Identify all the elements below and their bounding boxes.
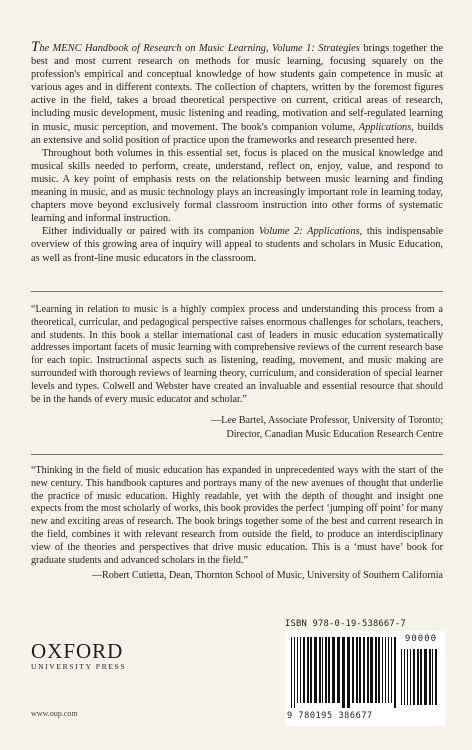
barcode-bar <box>417 649 419 705</box>
barcode-bar <box>378 637 380 703</box>
endorsement-text: “Thinking in the field of music education has expanded in unprecedented ways with the start of the new century. This handbook captures and portrays many of the new avenues of thought that underlie the practice of music education. Highly readable, yet with the depth of thought and insight one expects from the most scholarly of works, this book provides the perfect ‘jumping off point’ for many new and exciting areas of research. The book brings together some of the best and current research in the field, combines it with relevant research from outside the field, to produce an interdisciplinary view of the theories and perspectives that drive music education. This is a ‘must have’ book for graduate students and advanced scholars in the field.” <box>31 465 443 566</box>
barcode-bar <box>294 637 295 708</box>
barcode-bar <box>420 649 422 705</box>
barcode-bar <box>404 649 405 705</box>
barcode-bar <box>337 637 340 703</box>
book-description <box>31 39 444 265</box>
barcode-bar <box>432 649 433 705</box>
barcode-bar <box>297 637 298 703</box>
barcode <box>285 631 445 726</box>
description-paragraph-2: Throughout both volumes in this essential set, focus is placed on the musical knowledge and musical skills needed to perform, create, understand, reflect on, enjoy, value, and respond to music. A key point of emphasis rests on the relationship between music learning and finding meaning in music, and as music technology plays an increasingly important role in learning today, chapters move beyond exclusively formal classroom instruction into other forms of systematic learning and informal instruction. <box>31 147 443 225</box>
barcode-bar <box>325 637 327 703</box>
description-paragraph-1 <box>31 39 444 147</box>
barcode-bar <box>314 637 317 703</box>
barcode-bar <box>385 637 386 703</box>
barcode-bar <box>352 637 354 703</box>
barcode-bar <box>307 637 309 703</box>
barcode-bar <box>303 637 305 703</box>
description-text: , builds an extensive and solid position of practice upon the frameworks and research presented here. <box>31 121 443 146</box>
barcode-bar <box>429 649 431 705</box>
endorsement-cutietta <box>31 465 443 582</box>
price-code: 90000 <box>404 634 437 644</box>
barcode-bar <box>291 637 292 708</box>
barcode-bar <box>375 637 377 703</box>
divider <box>31 291 443 292</box>
description-text: , this indispensable overview of this growing area of inquiry will appeal to students and scholars in Music Education, as well as front-line music educators in the classroom. <box>31 226 444 264</box>
endorsement-attribution: —Robert Cutietta, Dean, Thornton School of Music, University of Southern California <box>91 570 443 582</box>
ean-digits: 9 780195 386677 <box>287 711 373 721</box>
oxford-logo: OXFORD <box>31 639 124 663</box>
barcode-bar <box>424 649 427 705</box>
barcode-bar <box>328 637 330 703</box>
barcode-bar <box>310 637 312 703</box>
barcode-bar <box>300 637 301 703</box>
companion-title: Applications <box>358 121 412 133</box>
description-paragraph-3 <box>31 225 443 264</box>
book-title: he MENC Handbook of Research on Music Learning, Volume 1: Strategies <box>39 43 360 54</box>
barcode-bar <box>356 637 358 703</box>
barcode-bar <box>367 637 369 703</box>
endorsement-attribution: Director, Canadian Music Education Research Centre <box>226 429 443 441</box>
divider <box>31 454 443 455</box>
supplement-barcode-bars <box>401 649 439 709</box>
publisher-subtitle: UNIVERSITY PRESS <box>31 662 127 671</box>
barcode-bar <box>322 637 323 703</box>
companion-volume-title: Volume 2: Applications <box>258 226 360 238</box>
drop-cap: T <box>31 39 40 55</box>
barcode-bar <box>342 637 345 708</box>
description-text: brings together the best and most current research on methods for music learning, focusing squarely on the profession's empirical and conceptual knowledge of how students gain competence in music at various ages and in different contexts. The collection of chapters, written by the foremost figures active in the field, takes a broad theoretical perspective on current, critical areas of research, including music development, music listening and reading, motivation and self-regulated learning in music, music perception, and movement. The book's companion volume, <box>31 43 444 133</box>
barcode-bar <box>413 649 415 705</box>
barcode-bar <box>363 637 365 703</box>
barcode-bar <box>319 637 321 703</box>
barcode-bar <box>401 649 402 705</box>
ean-barcode-bars <box>291 637 399 709</box>
publisher-url: www.oup.com <box>31 709 78 718</box>
isbn-label: ISBN 978-0-19-538667-7 <box>285 619 406 629</box>
barcode-bar <box>410 649 411 705</box>
endorsement-bartel <box>31 304 443 441</box>
barcode-bar <box>359 637 361 703</box>
barcode-bar <box>407 649 408 705</box>
barcode-bar <box>435 649 437 705</box>
barcode-bar <box>382 637 383 703</box>
barcode-bar <box>394 637 396 708</box>
endorsement-text: “Learning in relation to music is a highly complex process and understanding this process from a theoretical, curricular, and pedagogical perspective raises enormous challenges for scholars, teachers, and students. In this book a stellar international cast of leaders in music education systematically addresses important facets of music learning with comprehensive reviews of the current research base for each topic. Instructional aspects such as listening, reading, movement, and music making are surrounded with thorough reviews of learning theory, curriculum, and consideration of special learner levels and types. Colwell and Webster have created an invaluable and essential resource that should be in the hands of every music educator and scholar.” <box>31 304 443 405</box>
barcode-bar <box>391 637 392 703</box>
barcode-bar <box>332 637 335 703</box>
barcode-bar <box>347 637 350 708</box>
endorsement-attribution: —Lee Bartel, Associate Professor, University of Toronto; <box>211 415 443 427</box>
description-text: Either individually or paired with its companion <box>42 226 259 238</box>
barcode-bar <box>388 637 389 703</box>
barcode-bar <box>370 637 373 703</box>
